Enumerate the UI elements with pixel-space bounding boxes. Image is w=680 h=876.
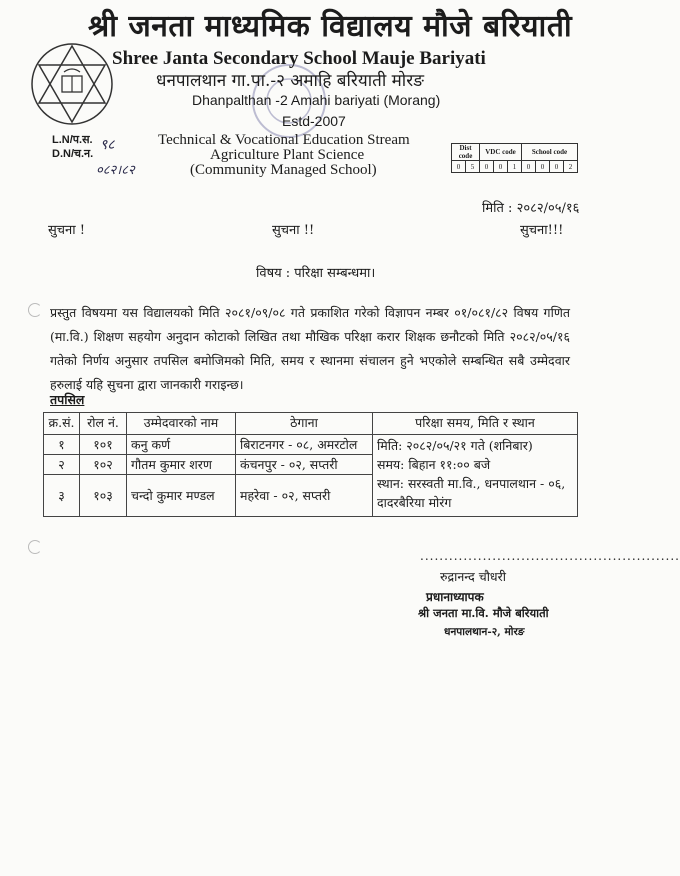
notice-body: प्रस्तुत विषयमा यस विद्यालयको मिति २०८१/०९/०८ गते प्रकाशित गरेको विज्ञापन नम्बर ०१/०८१/८२ विषय गणित (मा.वि.) शिक्षण सहयोग अनुदान कोटाको लिखित तथा मौखिक परिक्षा करार शिक्षक छनौटको मिति २०८२/०५/१६ गतेको निर्णय अनुसार तपसिल बमोजिमको मिति, समय र स्थानमा संचालन हुने भएकोले सम्बन्धित सबै उम्मेदवार हरुलाई यहि सुचना द्वारा जानकारी गराइन्छ। bbox=[50, 305, 570, 392]
school-code-label: School code bbox=[522, 144, 578, 161]
code-digit: 0 bbox=[480, 161, 494, 173]
cell-roll: १०३ bbox=[80, 475, 127, 517]
school-name-nepali: श्री जनता माध्यमिक विद्यालय मौजे बरियाती bbox=[88, 9, 573, 44]
handwritten-dispatch-number: ०८२।८२ bbox=[96, 163, 135, 178]
signature-line: ...................................................... bbox=[420, 549, 680, 563]
letter-number-label: L.N/प.स. bbox=[52, 134, 93, 146]
code-digit: 1 bbox=[508, 161, 522, 173]
code-digit: 5 bbox=[466, 161, 480, 173]
signatory-name: रुद्रानन्द चौधरी bbox=[440, 569, 506, 584]
col-header-roll: रोल नं. bbox=[80, 413, 127, 435]
school-logo-icon bbox=[30, 42, 114, 126]
stream-label: Technical & Vocational Education Stream bbox=[158, 132, 410, 148]
cell-roll: १०१ bbox=[80, 435, 127, 455]
cell-sn: २ bbox=[44, 455, 80, 475]
col-header-exam: परिक्षा समय, मिति र स्थान bbox=[373, 413, 578, 435]
notice-heading-center: सुचना !! bbox=[272, 223, 315, 238]
dist-code-label: Dist code bbox=[452, 144, 480, 161]
col-header-name: उम्मेदवारको नाम bbox=[127, 413, 236, 435]
exam-place: स्थान: सरस्वती मा.वि., धनपालथान - ०६, दादरबैरिया मोरंग bbox=[377, 476, 566, 510]
agriculture-label: Agriculture Plant Science bbox=[210, 147, 365, 163]
signatory-school: श्री जनता मा.वि. मौजे बरियाती bbox=[418, 606, 549, 620]
cell-exam-info bbox=[373, 435, 578, 517]
code-table bbox=[451, 143, 578, 173]
punch-hole-icon bbox=[28, 303, 42, 317]
cell-sn: १ bbox=[44, 435, 80, 455]
code-digit: 0 bbox=[536, 161, 550, 173]
school-name-english: Shree Janta Secondary School Mauje Bariyati bbox=[112, 48, 486, 69]
code-digit: 0 bbox=[452, 161, 466, 173]
cell-address: महरेवा - ०२, सप्तरी bbox=[236, 475, 373, 517]
code-digit: 0 bbox=[550, 161, 564, 173]
established-year: Estd-2007 bbox=[282, 113, 346, 129]
notice-heading-right: सुचना!!! bbox=[520, 223, 564, 238]
exam-time: समय: बिहान ११:०० बजे bbox=[377, 457, 491, 472]
table-row bbox=[44, 435, 578, 455]
cell-roll: १०२ bbox=[80, 455, 127, 475]
code-digit: 0 bbox=[522, 161, 536, 173]
cell-address: बिराटनगर - ०८, अमरटोल bbox=[236, 435, 373, 455]
exam-date: मिति: २०८२/०५/२१ गते (शनिबार) bbox=[377, 438, 533, 453]
col-header-sn: क्र.सं. bbox=[44, 413, 80, 435]
details-heading: तपसिल bbox=[50, 392, 85, 407]
cell-name: चन्दो कुमार मण्डल bbox=[127, 475, 236, 517]
handwritten-letter-number: ९८ bbox=[100, 137, 115, 153]
candidate-table bbox=[43, 412, 578, 517]
vdc-code-label: VDC code bbox=[480, 144, 522, 161]
notice-subject: विषय : परिक्षा सम्बन्धमा। bbox=[256, 266, 376, 281]
code-digit: 0 bbox=[494, 161, 508, 173]
col-header-address: ठेगाना bbox=[236, 413, 373, 435]
signatory-address: धनपालथान-२, मोरङ bbox=[444, 626, 525, 638]
cell-name: गौतम कुमार शरण bbox=[127, 455, 236, 475]
community-label: (Community Managed School) bbox=[190, 162, 377, 178]
punch-hole-icon bbox=[28, 540, 42, 554]
notice-date: मिति : २०८२/०५/१६ bbox=[482, 201, 580, 216]
code-digit: 2 bbox=[564, 161, 578, 173]
cell-address: कंचनपुर - ०२, सप्तरी bbox=[236, 455, 373, 475]
address-nepali: धनपालथान गा.पा.-२ अमाहि बरियाती मोरङ bbox=[156, 71, 424, 91]
signatory-title: प्रधानाध्यापक bbox=[426, 590, 484, 604]
notice-heading-left: सुचना ! bbox=[48, 223, 85, 238]
cell-name: कनु कर्ण bbox=[127, 435, 236, 455]
dispatch-number-label: D.N/च.न. bbox=[52, 148, 94, 160]
cell-sn: ३ bbox=[44, 475, 80, 517]
address-english: Dhanpalthan -2 Amahi bariyati (Morang) bbox=[192, 92, 441, 108]
